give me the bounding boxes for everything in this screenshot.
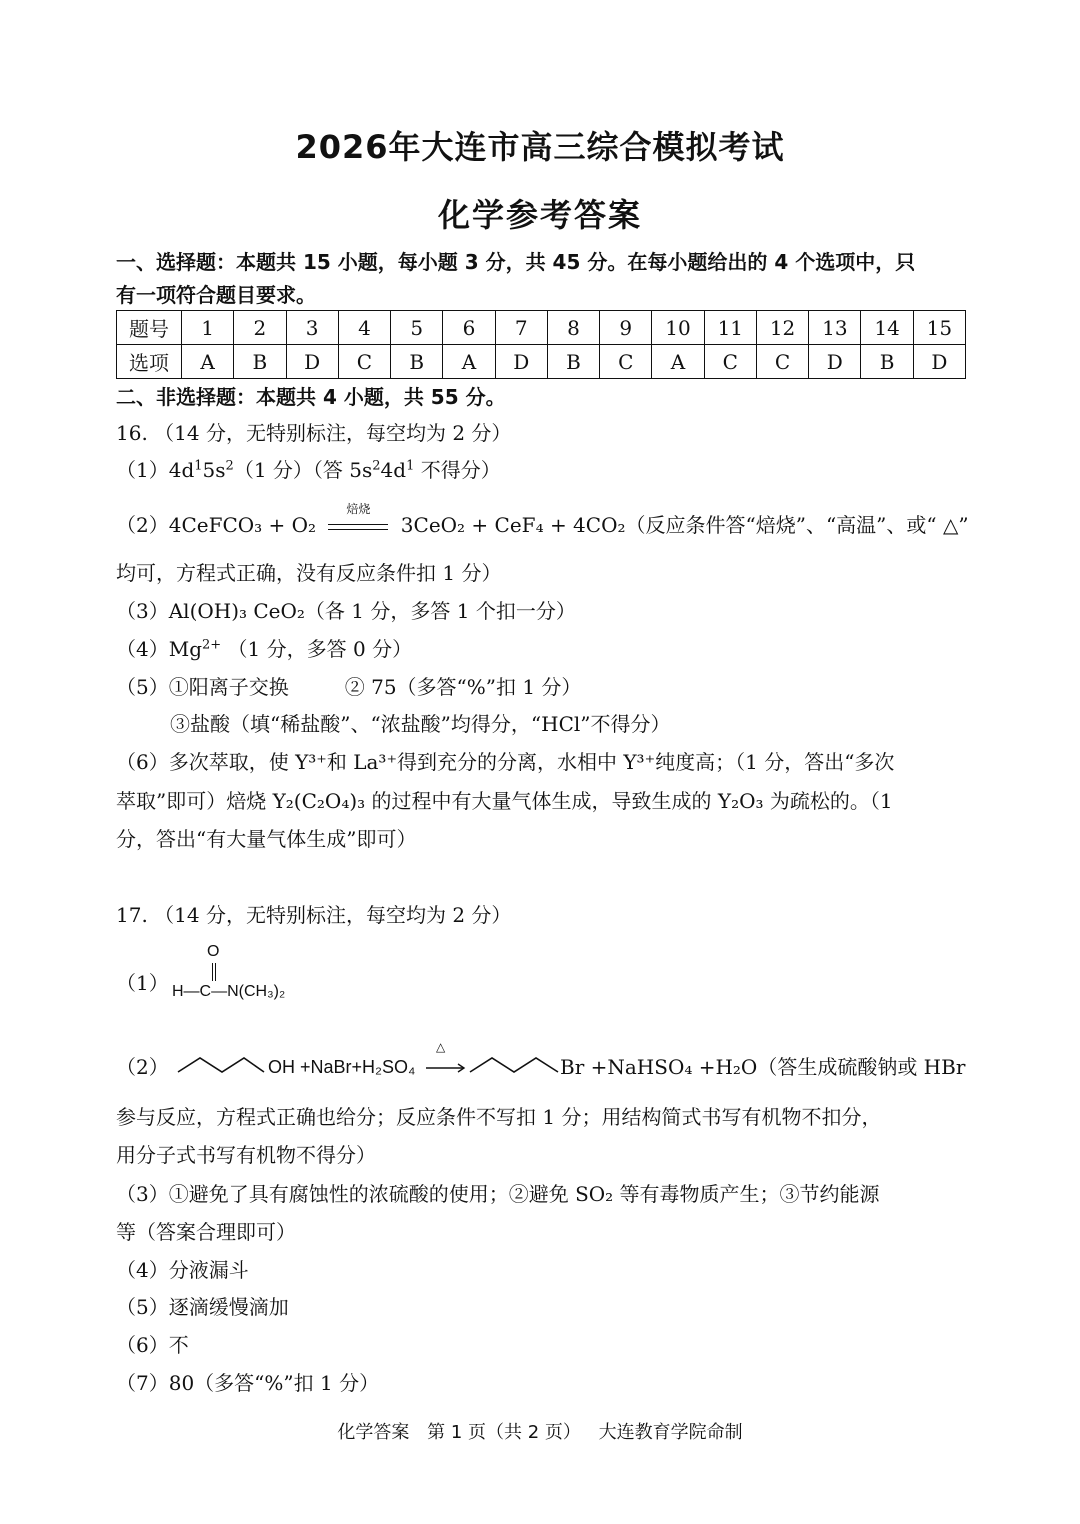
butanol-skeletal: [176, 1044, 266, 1084]
q17-a2-products: Br +NaHSO₄ +H₂O（答生成硫酸钠或 HBr: [560, 1055, 966, 1079]
question-number: 12: [756, 311, 808, 345]
answer-choice: D: [809, 345, 861, 379]
q17-answer-2-cont2: 用分子式书写有机物不得分）: [116, 1143, 376, 1167]
answer-choice: A: [443, 345, 495, 379]
answer-choice: B: [234, 345, 286, 379]
q16-answer-6-line2: 萃取”即可）焙烧 Y₂(C₂O₄)₃ 的过程中有大量气体生成，导致生成的 Y₂O₃ 为疏松的。（1: [116, 789, 893, 813]
part1-intro-line2: 有一项符合题目要求。: [116, 283, 316, 307]
q16-header: 16. （14 分，无特别标注，每空均为 2 分）: [116, 421, 512, 445]
question-number: 15: [913, 311, 965, 345]
exam-title: 2026年大连市高三综合模拟考试: [295, 128, 785, 166]
reaction-condition: 焙烧: [346, 501, 371, 516]
answer-choice: A: [652, 345, 704, 379]
answer-choice: B: [547, 345, 599, 379]
answer-table-row-choices: [117, 345, 966, 379]
page-footer: [0, 1418, 1080, 1444]
answer-choice: A: [182, 345, 234, 379]
q17-answer-2-cont1: 参与反应，方程式正确也给分；反应条件不写扣 1 分；用结构简式书写有机物不扣分，: [116, 1105, 882, 1129]
q16-answer-5-part3: ③盐酸（填“稀盐酸”、“浓盐酸”均得分，“HCl”不得分）: [170, 712, 671, 736]
q16-answer-3: （3）Al(OH)₃ CeO₂（各 1 分，多答 1 个扣一分）: [116, 599, 576, 623]
bromobutane-skeletal: [468, 1044, 560, 1084]
answer-choice: B: [861, 345, 913, 379]
q16-answer-4: $(4)Mg^{2+}$ （1 分，多答 0 分）: [116, 637, 413, 661]
part1-intro-line1: 一、选择题：本题共 15 小题，每小题 3 分，共 45 分。在每小题给出的 4 个选项中，只: [116, 250, 916, 274]
q16-answer-2: [116, 501, 976, 542]
q17-answer-3-line2: 等（答案合理即可）: [116, 1220, 296, 1244]
row-label-choice: 选项: [117, 345, 182, 379]
footer-page-number: 第 1 页（共 2 页）: [427, 1422, 581, 1443]
answer-choice: D: [495, 345, 547, 379]
q16-answer-6-line3: 分，答出“有大量气体生成”即可）: [116, 827, 417, 851]
answer-choice: C: [600, 345, 652, 379]
answer-choice: C: [338, 345, 390, 379]
q17-answer-1-label: （1）: [116, 971, 169, 995]
dmf-structure: [120, 943, 380, 1013]
q16-a2-products: 3CeO₂ + CeF₄ + 4CO₂（反应条件答“焙烧”、“高温”、或“ △”: [400, 513, 969, 537]
question-number: 3: [286, 311, 338, 345]
heat-symbol: △: [436, 1040, 446, 1054]
q17-answer-7: （7）80（多答“%”扣 1 分）: [116, 1371, 380, 1395]
question-number: 7: [495, 311, 547, 345]
question-number: 10: [652, 311, 704, 345]
q17-a2-reactants: OH +NaBr+H₂SO₄: [268, 1057, 416, 1077]
q16-answer-5: （5）①阳离子交换 ② 75（多答“%”扣 1 分）: [116, 675, 582, 699]
answer-table-row-numbers: [117, 311, 966, 345]
q17-answer-4: （4）分液漏斗: [116, 1258, 249, 1282]
row-label-number: 题号: [117, 311, 182, 345]
formamide-chain: H—C—N(CH₃)₂: [172, 983, 286, 1000]
q16-answer-6-line1: （6）多次萃取，使 Y³⁺和 La³⁺得到充分的分离，水相中 Y³⁺纯度高；（1 分，答出“多次: [116, 750, 895, 774]
question-number: 2: [234, 311, 286, 345]
answer-choice: B: [391, 345, 443, 379]
question-number: 13: [809, 311, 861, 345]
question-number: 9: [600, 311, 652, 345]
footer-org: 大连教育学院命制: [598, 1422, 743, 1443]
answer-choice: C: [704, 345, 756, 379]
double-bond: [212, 963, 216, 981]
answer-choice: D: [286, 345, 338, 379]
question-number: 14: [861, 311, 913, 345]
question-number: 4: [338, 311, 390, 345]
q16-answer-1: $(1)4d^15s^2(1$ 分）（答 $5s^24d^1$ 不得分）: [116, 458, 501, 482]
q17-answer-3-line1: （3）①避免了具有腐蚀性的浓硫酸的使用；②避免 SO₂ 等有毒物质产生；③节约能源: [116, 1182, 880, 1206]
footer-subject: 化学答案: [337, 1422, 410, 1443]
q17-header: 17. （14 分，无特别标注，每空均为 2 分）: [116, 903, 512, 927]
reaction-arrow-equals: [328, 501, 388, 542]
question-number: 5: [391, 311, 443, 345]
answer-subtitle: 化学参考答案: [437, 196, 642, 234]
question-number: 1: [182, 311, 234, 345]
part2-intro: 二、非选择题：本题共 4 小题，共 55 分。: [116, 385, 506, 409]
answer-choice: C: [756, 345, 808, 379]
q17-answer-6: （6）不: [116, 1333, 189, 1357]
q17-answer-5: （5）逐滴缓慢滴加: [116, 1295, 289, 1319]
question-number: 8: [547, 311, 599, 345]
answer-choice: D: [913, 345, 965, 379]
question-number: 6: [443, 311, 495, 345]
q16-answer-2-cont: 均可，方程式正确，没有反应条件扣 1 分）: [116, 561, 502, 585]
q16-a2-reactants: （2）4CeFCO₃ + O₂: [116, 513, 317, 537]
question-number: 11: [704, 311, 756, 345]
carbonyl-oxygen: O: [207, 943, 220, 960]
answer-table: [116, 310, 966, 379]
heat-arrow: [424, 1048, 468, 1078]
q17-answer-2-label: （2）: [116, 1055, 169, 1079]
